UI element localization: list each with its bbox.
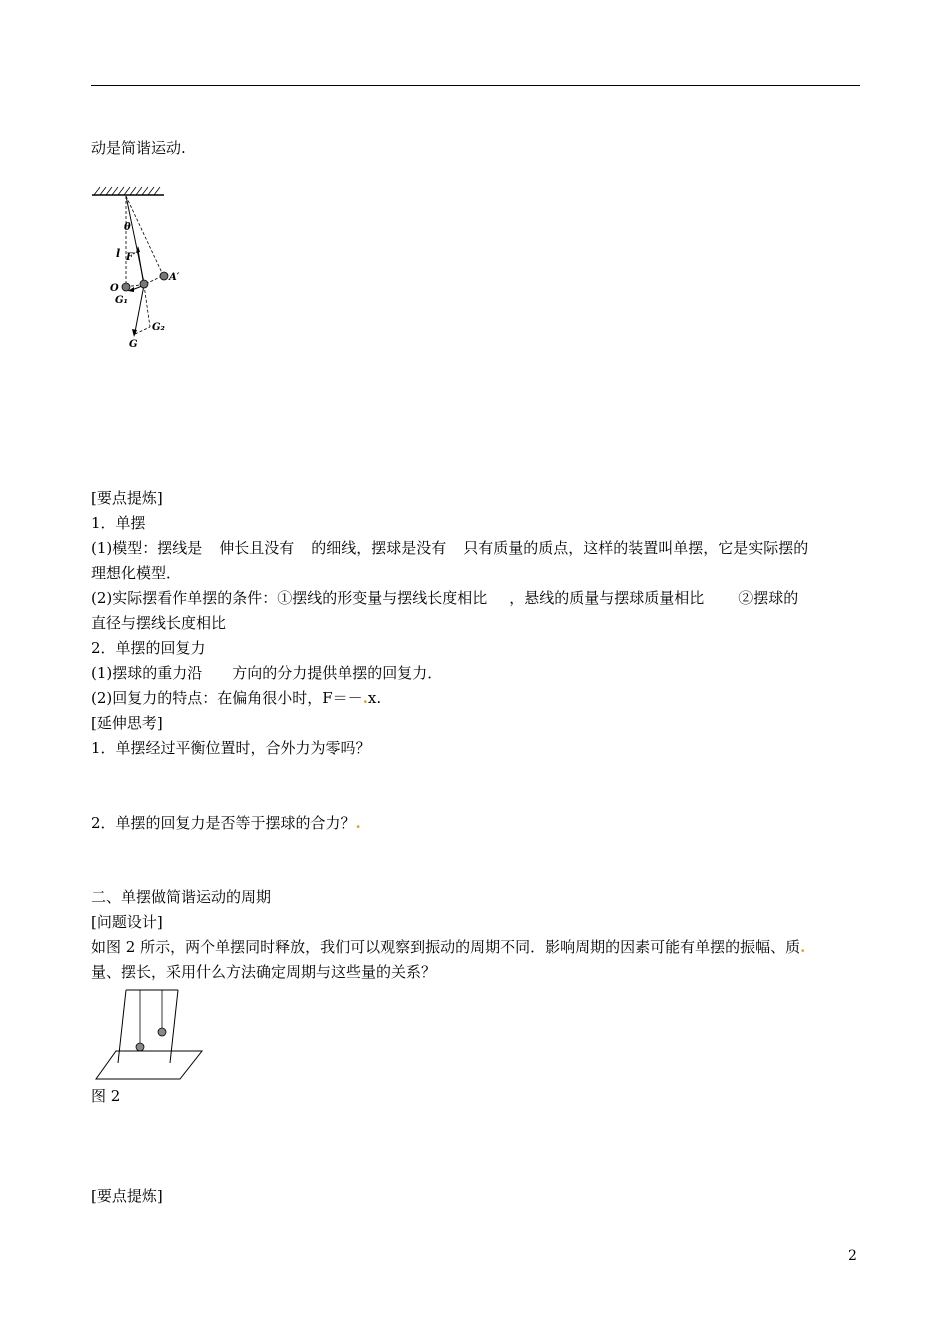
question-1: 1．单摆经过平衡位置时，合外力为零吗？ [91,739,371,757]
page-number: 2 [848,1248,857,1264]
label-o: O [110,283,119,294]
label-f: F′ [126,252,136,263]
item1-condition-line: (2)实际摆看作单摆的条件：①摆线的形变量与摆线长度相比 ，悬线的质量与摆球质量相比 ②摆球的 [91,589,799,607]
key-points-heading-2: [要点提炼] [91,1187,163,1205]
section-2-heading: 二、单摆做简谐运动的周期 [91,888,272,906]
item2-line-b: (2)回复力的特点：在偏角很小时，F＝－.x. [91,689,382,707]
label-g2: G₂ [152,322,165,333]
key-points-heading-1: [要点提炼] [91,489,163,507]
item1-condition-line-2: 直径与摆线长度相比 [91,614,227,632]
design-text-line-1: 如图 2 所示，两个单摆同时释放，我们可以观察到振动的周期不同．影响周期的因素可能有单摆的振幅、质. [91,938,806,956]
figure-2-caption: 图 2 [91,1087,121,1105]
extended-thinking-heading: [延伸思考] [91,714,163,732]
item1-model-line-2: 理想化模型． [91,564,182,582]
design-text-line-2: 量、摆长，采用什么方法确定周期与这些量的关系？ [91,963,437,981]
question-2: 2．单摆的回复力是否等于摆球的合力？. [91,814,361,832]
label-l: l [116,247,121,260]
problem-design-heading: [问题设计] [91,913,163,931]
label-g: G [129,339,138,350]
label-g1: G₁ [115,295,128,306]
two-pendulums-figure [94,985,204,1083]
header-rule [91,85,860,86]
item2-line-a: (1)摆球的重力沿 方向的分力提供单摆的回复力． [91,664,443,682]
item1-model-line: (1)模型：摆线是 伸长且没有 的细线，摆球是没有 只有质量的质点，这样的装置叫单摆，它是实际摆的 [91,539,809,557]
item1-title: 1．单摆 [91,514,146,532]
pendulum-force-figure [88,182,198,352]
label-a: A′ [169,272,180,283]
label-theta: θ [124,222,131,233]
intro-tail: 动是简谐运动. [91,139,186,157]
item2-title: 2．单摆的回复力 [91,639,206,657]
